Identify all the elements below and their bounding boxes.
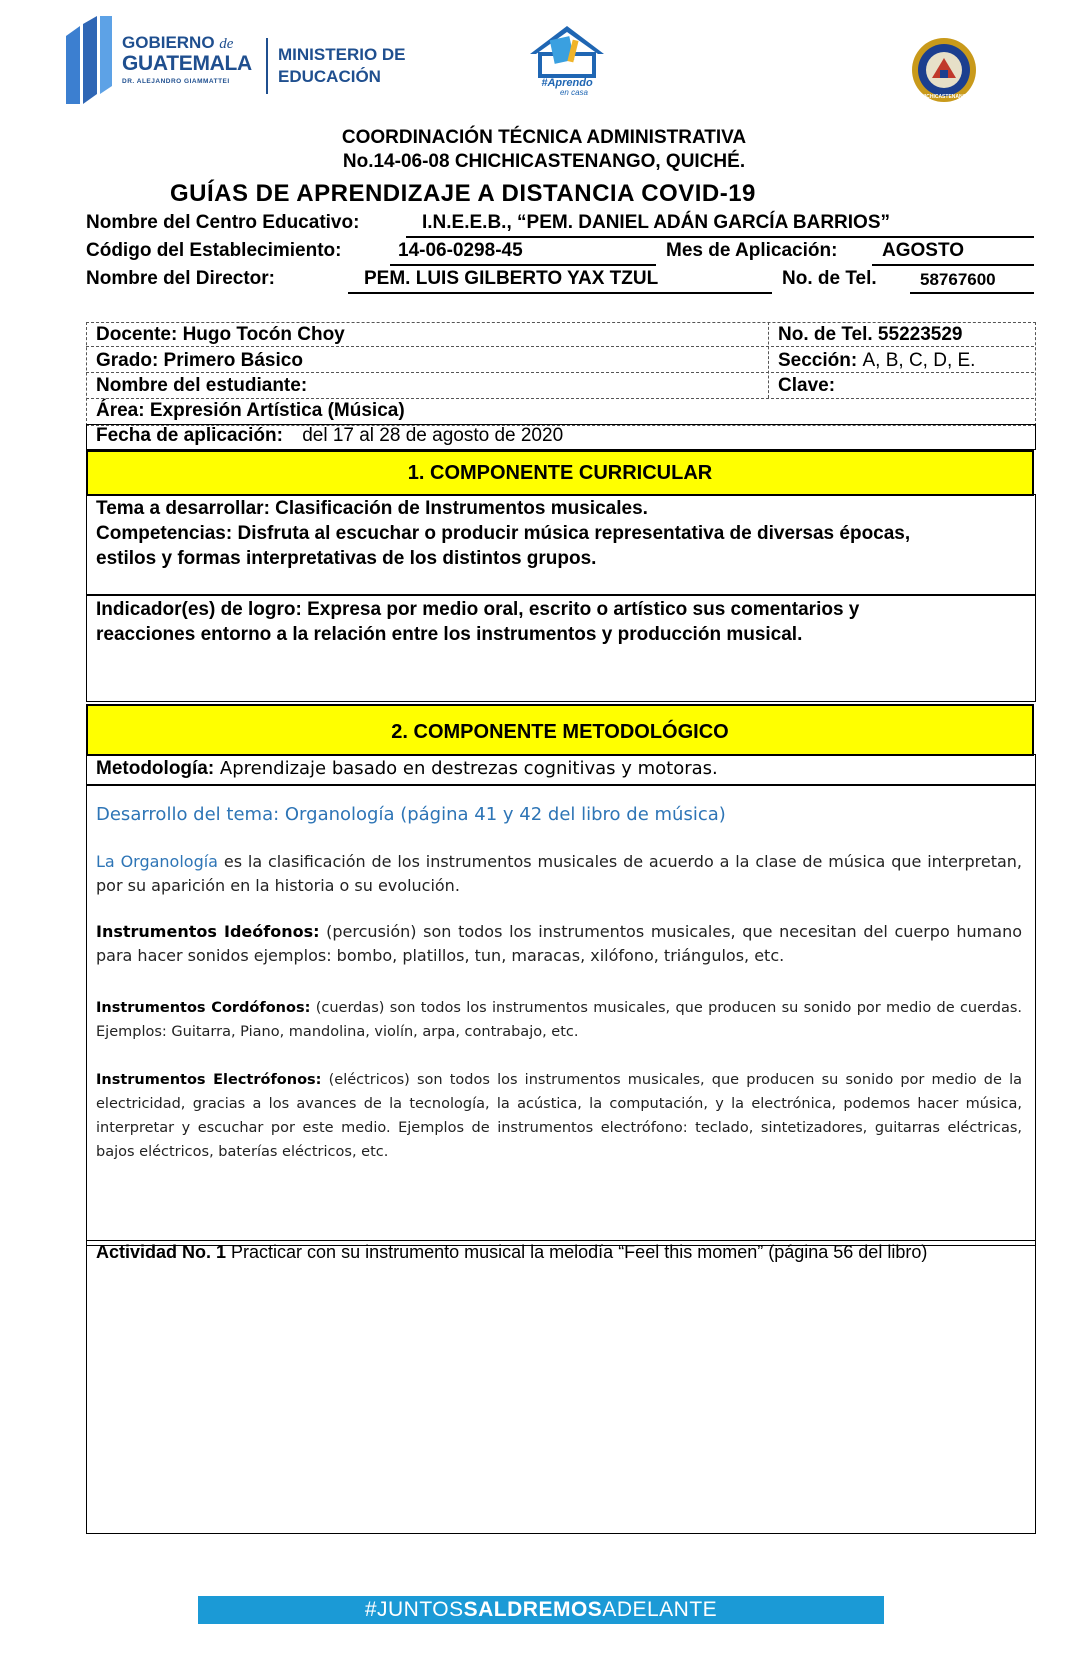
mes-underline: [872, 264, 1034, 266]
centro-label: Nombre del Centro Educativo:: [86, 212, 360, 233]
table-row-divider: [86, 346, 1034, 347]
director-tel-value: 58767600: [920, 270, 996, 289]
gobierno-logo-text: GOBIERNO de GUATEMALA DR. ALEJANDRO GIAMMATTEI: [122, 33, 252, 85]
actividad-text: Actividad No. 1 Practicar con su instrumento musical la melodía “Feel this momen” (página 56 del libro): [96, 1242, 928, 1262]
area-field: Área: Expresión Artística (Música): [96, 400, 405, 421]
actividad-box: [86, 1240, 1036, 1534]
grado-field: Grado: Primero Básico: [96, 350, 303, 371]
table-row-divider: [86, 398, 1034, 399]
docente-tel-field: No. de Tel. 55223529: [778, 324, 963, 345]
coordination-subtitle: No.14-06-08 CHICHICASTENANGO, QUICHÉ.: [342, 151, 746, 172]
centro-underline: [406, 236, 1034, 238]
codigo-underline: [390, 264, 656, 266]
aprendo-en-casa-logo-icon: [522, 24, 612, 98]
ministerio-logo-text: MINISTERIO DE EDUCACIÓN: [278, 45, 406, 87]
table-row-divider: [86, 372, 1034, 373]
seccion-field: Sección: A, B, C, D, E.: [778, 350, 976, 371]
mes-label: Mes de Aplicación:: [666, 240, 838, 261]
estudiante-field: Nombre del estudiante:: [96, 375, 308, 396]
componente-curricular-header: 1. COMPONENTE CURRICULAR: [86, 450, 1034, 496]
tel-underline: [910, 292, 1034, 294]
director-underline: [348, 292, 772, 294]
guatemala-flag-logo-icon: [66, 16, 114, 104]
school-emblem-icon: [910, 34, 978, 106]
juntos-saldremos-adelante-banner: #JUNTOSSALDREMOSADELANTE: [198, 1596, 884, 1624]
indicador-text: Indicador(es) de logro: Expresa por medio oral, escrito o artístico sus comentarios y reacciones entorno a la relación entre los instrumentos y producción musical.: [96, 599, 860, 645]
desarrollo-heading: Desarrollo del tema: Organología (página 41 y 42 del libro de música): [96, 804, 726, 825]
competencias-text: Competencias: Disfruta al escuchar o producir música representativa de diversas épocas, estilos y formas interpretativas de los distintos grupos.: [96, 523, 911, 569]
table-col-divider: [768, 322, 769, 398]
tema-text: Tema a desarrollar: Clasificación de Instrumentos musicales.: [96, 498, 648, 519]
organologia-paragraph: La Organología es la clasificación de los instrumentos musicales de acuerdo a la clase de música que interpretan, por su aparición en la historia o su evolución.: [96, 852, 1023, 895]
cordofonos-paragraph: Instrumentos Cordófonos: (cuerdas) son todos los instrumentos musicales, que producen su sonido por medio de cuerdas. Ejemplos: Guitarra, Piano, mandolina, violín, arpa, contrabajo, etc.: [96, 1000, 1023, 1040]
director-tel-label: No. de Tel.: [782, 268, 877, 289]
coordination-title: COORDINACIÓN TÉCNICA ADMINISTRATIVA: [341, 127, 747, 148]
svg-text:CHICHICASTENANGO: CHICHICASTENANGO: [917, 94, 971, 100]
metodologia-text: Metodología: Aprendizaje basado en destrezas cognitivas y motoras.: [96, 758, 718, 779]
codigo-value: 14-06-0298-45: [398, 240, 523, 261]
mes-value: AGOSTO: [882, 240, 964, 261]
docente-field: Docente: Hugo Tocón Choy: [96, 324, 345, 345]
director-value: PEM. LUIS GILBERTO YAX TZUL: [364, 268, 659, 289]
svg-text:en casa: en casa: [559, 88, 589, 97]
svg-text:#Aprendo: #Aprendo: [541, 77, 593, 89]
ideofonos-paragraph: Instrumentos Ideófonos: (percusión) son todos los instrumentos musicales, que necesitan del cuerpo humano para hacer sonidos ejemplos: bombo, platillos, tun, maracas, xilófono, triángulos, etc.: [96, 922, 1022, 965]
fecha-field: Fecha de aplicación: del 17 al 28 de agosto de 2020: [96, 425, 564, 446]
clave-field: Clave:: [778, 375, 836, 396]
director-label: Nombre del Director:: [86, 268, 275, 289]
componente-metodologico-header: 2. COMPONENTE METODOLÓGICO: [86, 704, 1034, 756]
logo-divider: [266, 38, 268, 94]
centro-value: I.N.E.E.B., “PEM. DANIEL ADÁN GARCÍA BARRIOS”: [422, 212, 890, 233]
electrofonos-paragraph: Instrumentos Electrófonos: (eléctricos) son todos los instrumentos musicales, que producen su sonido por medio de la electricidad, gracias a los avances de la tecnología, la acústica, la computación, y la electrónica, podemos hacer música, interpretar y escuchar por este medio. Ejemplos de instrumentos electrófono: teclado, sintetizadores, guitarras eléctricas, bajos eléctricos, baterías eléctricos, etc.: [96, 1072, 1022, 1160]
guide-title: GUÍAS DE APRENDIZAJE A DISTANCIA COVID-19: [170, 180, 756, 207]
codigo-label: Código del Establecimiento:: [86, 240, 342, 261]
